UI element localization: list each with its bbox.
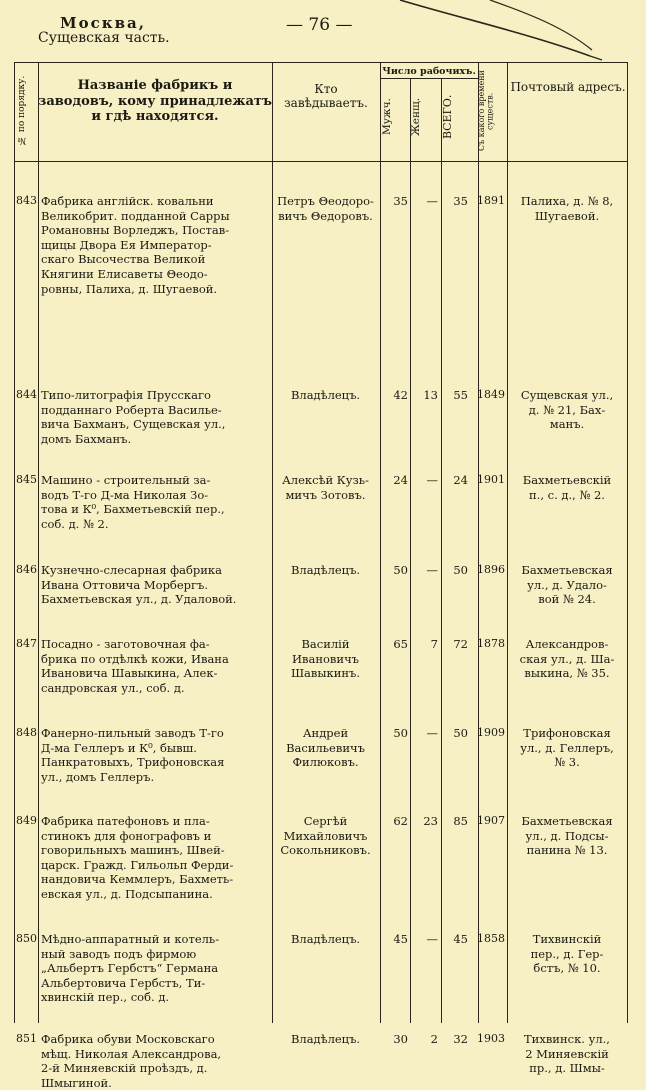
total-count: 55: [453, 388, 468, 402]
factory-name-line: сандровская ул., соб. д.: [41, 680, 185, 695]
postal-address-line: Александров-: [525, 637, 609, 651]
postal-address-line: Тихвинск. ул.,: [524, 1032, 610, 1046]
factory-name-line: Романовны Ворледжъ, Постав-: [41, 223, 230, 238]
postal-address: [508, 932, 626, 976]
manager-name-line: Сокольниковъ.: [280, 843, 371, 858]
postal-address-line: вой № 24.: [538, 592, 596, 607]
header-address: Почтовый адресъ.: [510, 80, 626, 94]
table-top-rule: [14, 62, 628, 63]
row-number: 850: [16, 932, 37, 945]
row-number: 847: [16, 637, 37, 650]
city-title: Москва,: [60, 14, 146, 32]
factory-name-line: „Альбертъ Гербстъ“ Германа: [41, 961, 219, 976]
postal-address-line: пер., д. Гер-: [530, 946, 604, 961]
factory-name-line: царск. Гражд. Гильольп Ферди-: [41, 857, 234, 872]
factory-name: [41, 637, 271, 695]
factory-name-line: Бахметьевская ул., д. Удаловой.: [41, 592, 237, 607]
postal-address: [508, 814, 626, 858]
factory-name-line: щицы Двора Ея Император-: [41, 237, 212, 252]
manager-name-line: Филюковъ.: [292, 755, 359, 770]
header-women: Женщ.: [410, 97, 422, 137]
manager-name-line: Ивановичъ: [291, 651, 359, 666]
postal-address-line: Шугаевой.: [534, 208, 600, 223]
year-founded: 1896: [477, 563, 505, 576]
postal-address-line: Сущевская ул.,: [520, 388, 614, 402]
manager-name: [272, 1032, 379, 1047]
factory-name-line: ровны, Палиха, д. Шугаевой.: [41, 281, 218, 296]
factory-name-line: Княгини Елисаветы Θеодо-: [41, 266, 208, 281]
men-count: 50: [393, 726, 408, 740]
column-rule: [14, 62, 15, 1023]
factory-name-line: Фанерно-пильный заводъ Т-го: [41, 726, 224, 740]
manager-name-line: Владѣлецъ.: [290, 1032, 361, 1046]
postal-address: [508, 1032, 626, 1076]
factory-table: [14, 62, 628, 1090]
total-count: 50: [453, 726, 468, 740]
header-name: Названіе фабрикъ и заводовъ, кому принадлежатъ и гдѣ находятся.: [38, 78, 272, 125]
factory-name-line: вича Бахманъ, Сущевская ул.,: [41, 417, 226, 432]
men-count: 62: [393, 814, 408, 828]
workers-subheader-rule: [380, 78, 478, 79]
header-since: Съ какого времени существ.: [477, 70, 495, 152]
row-number: 851: [16, 1032, 37, 1045]
men-count: 65: [393, 637, 408, 651]
factory-name-line: хвинскій пер., соб. д.: [41, 990, 170, 1005]
table-header-rule: [14, 161, 628, 162]
manager-name: [272, 388, 379, 403]
postal-address: [508, 388, 626, 432]
postal-address-line: манъ.: [549, 417, 585, 432]
factory-name-line: Ивановича Шавыкина, Алек-: [41, 666, 218, 681]
year-founded: 1907: [477, 814, 505, 827]
women-count: —: [426, 194, 438, 208]
factory-name-line: стинокъ для фонографовъ и: [41, 828, 212, 843]
year-founded: 1878: [477, 637, 505, 650]
factory-name-line: Ивана Оттовича Морбергъ.: [41, 577, 209, 592]
postal-address-line: Тихвинскій: [532, 932, 602, 946]
manager-name-line: Васильевичъ: [286, 740, 365, 755]
postal-address-line: Палиха, д. № 8,: [520, 194, 614, 208]
factory-name-line: скаго Высочества Великой: [41, 252, 206, 267]
men-count: 50: [393, 563, 408, 577]
total-count: 35: [453, 194, 468, 208]
year-founded: 1903: [477, 1032, 505, 1045]
row-number: 844: [16, 388, 37, 401]
factory-name: [41, 726, 271, 784]
factory-name-line: нандовича Кеммлеръ, Бахметь-: [41, 872, 234, 887]
year-founded: 1858: [477, 932, 505, 945]
men-count: 35: [393, 194, 408, 208]
factory-name-line: Фабрика англійск. ковальни: [41, 194, 214, 208]
postal-address-line: ская ул., д. Ша-: [519, 651, 615, 666]
manager-name: [272, 932, 379, 947]
postal-address-line: Бахметьевскій: [522, 473, 612, 487]
year-founded: 1891: [477, 194, 505, 207]
factory-name: [41, 388, 271, 446]
factory-name-line: ный заводъ подъ фирмою: [41, 946, 197, 961]
factory-name: [41, 563, 271, 607]
factory-name: [41, 1032, 271, 1090]
row-number: 848: [16, 726, 37, 739]
header-manager: Кто завѣдываетъ.: [284, 82, 368, 111]
factory-name-line: говорильныхъ машинъ, Швей-: [41, 843, 225, 858]
factory-name-line: Альбертовича Гербстъ, Ти-: [41, 975, 206, 990]
factory-name-line: Великобрит. подданной Сарры: [41, 208, 230, 223]
manager-name: [272, 814, 379, 858]
manager-name-line: Сергѣй: [303, 814, 348, 828]
postal-address-line: пр., д. Шмы-: [529, 1061, 605, 1076]
women-count: —: [426, 473, 438, 487]
factory-name-line: Мѣдно-аппаратный и котель-: [41, 932, 220, 946]
year-founded: 1849: [477, 388, 505, 401]
factory-name-line: Фабрика обуви Московскаго: [41, 1032, 215, 1046]
women-count: 23: [423, 814, 438, 828]
men-count: 42: [393, 388, 408, 402]
manager-name-line: Михайловичъ: [283, 828, 368, 843]
postal-address-line: ул., д. Геллеръ,: [520, 740, 614, 755]
manager-name: [272, 726, 379, 770]
total-count: 72: [453, 637, 468, 651]
total-count: 32: [453, 1032, 468, 1046]
header-number: № по порядку.: [17, 75, 27, 145]
factory-name-line: Посадно - заготовочная фа-: [41, 637, 210, 651]
district-subtitle: Сущевская часть.: [38, 30, 170, 46]
factory-name: [41, 194, 271, 296]
total-count: 24: [453, 473, 468, 487]
postal-address-line: п., с. д., № 2.: [529, 487, 605, 502]
manager-name-line: Владѣлецъ.: [290, 932, 361, 946]
postal-address-line: панина № 13.: [526, 843, 608, 858]
column-rule: [627, 62, 628, 1023]
factory-name: [41, 814, 271, 902]
manager-name: [272, 473, 379, 502]
postal-address-line: ул., д. Подсы-: [525, 828, 609, 843]
factory-name-line: Шмыгиной.: [41, 1075, 112, 1090]
manager-name: [272, 563, 379, 578]
women-count: 2: [430, 1032, 438, 1046]
men-count: 24: [393, 473, 408, 487]
folded-corner-shadow: [340, 0, 646, 70]
row-number: 849: [16, 814, 37, 827]
manager-name: [272, 194, 379, 223]
postal-address-line: № 3.: [554, 755, 580, 770]
column-rule: [441, 78, 442, 1023]
factory-name-line: 2-й Миняевскій проѣздъ, д.: [41, 1061, 208, 1076]
postal-address-line: д. № 21, Бах-: [528, 402, 606, 417]
manager-name-line: вичъ Θедоровъ.: [278, 208, 373, 223]
column-rule: [410, 78, 411, 1023]
year-founded: 1909: [477, 726, 505, 739]
total-count: 50: [453, 563, 468, 577]
men-count: 45: [393, 932, 408, 946]
postal-address-line: ул., д. Удало-: [527, 577, 607, 592]
postal-address: [508, 726, 626, 770]
postal-address-line: 2 Миняевскій: [525, 1046, 609, 1061]
manager-name-line: Владѣлецъ.: [290, 563, 361, 577]
row-number: 843: [16, 194, 37, 207]
women-count: —: [426, 726, 438, 740]
factory-name-line: Кузнечно-слесарная фабрика: [41, 563, 222, 577]
header-workers: Число рабочихъ.: [382, 66, 476, 77]
women-count: —: [426, 563, 438, 577]
postal-address-line: Бахметьевская: [521, 563, 613, 577]
postal-address-line: Трифоновская: [523, 726, 611, 740]
manager-name: [272, 637, 379, 681]
row-number: 845: [16, 473, 37, 486]
postal-address-line: выкина, № 35.: [524, 666, 610, 681]
factory-name-line: Фабрика патефоновъ и пла-: [41, 814, 210, 828]
manager-name-line: Василій: [301, 637, 350, 651]
factory-name-line: ул., домъ Геллеръ.: [41, 769, 155, 784]
manager-name-line: Петръ Θеодоро-: [277, 194, 374, 208]
factory-name-line: Панкратовыхъ, Трифоновская: [41, 755, 225, 770]
page-number: — 76 —: [286, 15, 353, 35]
total-count: 85: [453, 814, 468, 828]
postal-address: [508, 563, 626, 607]
women-count: 7: [430, 637, 438, 651]
factory-name: [41, 473, 271, 531]
factory-name-line: водъ Т-го Д-ма Николая Зо-: [41, 487, 209, 502]
factory-name-line: Машино - строительный за-: [41, 473, 211, 487]
header-total: ВСЕГО.: [441, 94, 454, 140]
postal-address: [508, 473, 626, 502]
postal-address-line: Бахметьевская: [521, 814, 613, 828]
manager-name-line: мичъ Зотовъ.: [285, 487, 366, 502]
header-men: Мужч.: [381, 98, 393, 136]
row-number: 846: [16, 563, 37, 576]
factory-name-line: мѣщ. Николая Александрова,: [41, 1046, 222, 1061]
men-count: 30: [393, 1032, 408, 1046]
factory-name-line: домъ Бахманъ.: [41, 431, 132, 446]
factory-name-line: Типо-литографія Прусскаго: [41, 388, 211, 402]
manager-name-line: Алексѣй Кузь-: [282, 473, 369, 487]
manager-name-line: Шавыкинъ.: [290, 666, 361, 681]
postal-address: [508, 637, 626, 681]
manager-name-line: Андрей: [302, 726, 349, 740]
total-count: 45: [453, 932, 468, 946]
factory-name-line: това и К⁰, Бахметьевскій пер.,: [41, 502, 225, 517]
women-count: —: [426, 932, 438, 946]
factory-name-line: подданнаго Роберта Василье-: [41, 402, 222, 417]
factory-name-line: Д-ма Геллеръ и К⁰, бывш.: [41, 740, 197, 755]
women-count: 13: [423, 388, 438, 402]
factory-name-line: брика по отдѣлкѣ кожи, Ивана: [41, 651, 229, 666]
factory-name-line: соб. д. № 2.: [41, 516, 109, 531]
postal-address-line: бстъ, № 10.: [533, 961, 601, 976]
year-founded: 1901: [477, 473, 505, 486]
manager-name-line: Владѣлецъ.: [290, 388, 361, 402]
postal-address: [508, 194, 626, 223]
factory-name-line: евская ул., д. Подсыпанина.: [41, 886, 213, 901]
factory-name: [41, 932, 271, 1005]
